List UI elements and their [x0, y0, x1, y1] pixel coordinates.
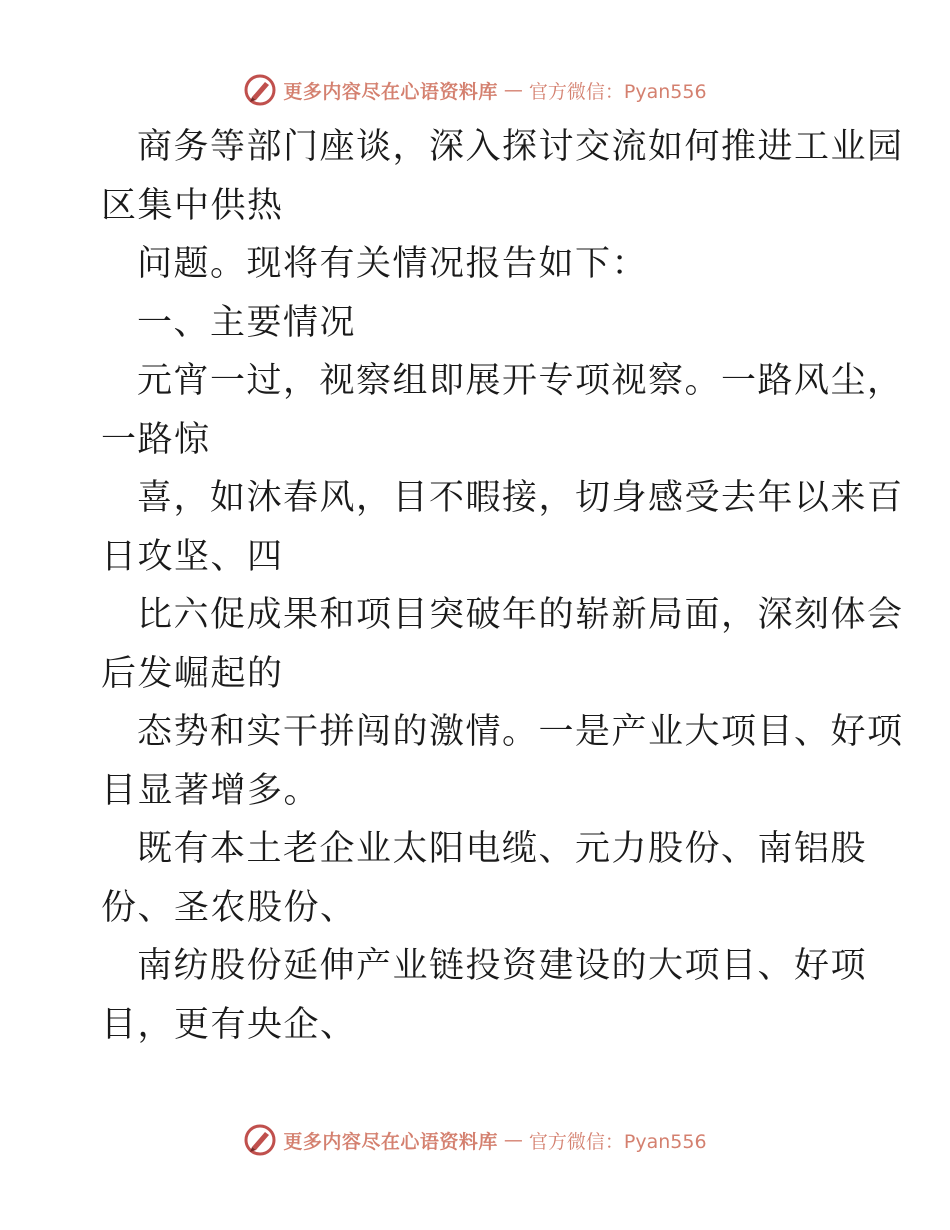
text-line: 既有本土老企业太阳电缆、元力股份、南铝股	[137, 829, 868, 869]
text-line: 喜，如沐春风，目不暇接，切身感受去年以来百	[137, 478, 904, 518]
watermark-dash: —	[503, 79, 523, 101]
watermark-text: 更多内容尽在心语资料库	[283, 1130, 498, 1153]
text-line: 一路惊	[101, 419, 211, 460]
text-line: 目，更有央企、	[101, 1004, 357, 1045]
text-line: 目显著增多。	[101, 770, 321, 811]
text-line: 问题。现将有关情况报告如下：	[137, 244, 649, 284]
text-line: 后发崛起的	[101, 653, 284, 694]
text-line: 一、主要情况	[137, 302, 357, 343]
document-body	[101, 118, 904, 1054]
header-watermark	[0, 70, 950, 110]
pen-logo-icon	[243, 73, 277, 107]
footer-watermark	[0, 1120, 950, 1160]
text-line: 元宵一过，视察组即展开专项视察。一路风尘，	[137, 361, 904, 401]
text-line: 区集中供热	[101, 185, 284, 226]
text-line: 比六促成果和项目突破年的崭新局面，深刻体会	[137, 595, 904, 635]
text-line: 日攻坚、四	[101, 536, 284, 577]
pen-logo-icon	[243, 1123, 277, 1157]
watermark-text: 更多内容尽在心语资料库	[283, 80, 498, 103]
text-line: 份、圣农股份、	[101, 887, 357, 928]
watermark-dash: —	[503, 1129, 523, 1151]
text-line: 商务等部门座谈，深入探讨交流如何推进工业园	[137, 127, 904, 167]
text-line: 态势和实干拼闯的激情。一是产业大项目、好项	[137, 712, 904, 752]
watermark-contact: 官方微信：Pyan556	[528, 80, 707, 103]
watermark-contact: 官方微信：Pyan556	[528, 1130, 707, 1153]
text-line: 南纺股份延伸产业链投资建设的大项目、好项	[137, 946, 868, 986]
